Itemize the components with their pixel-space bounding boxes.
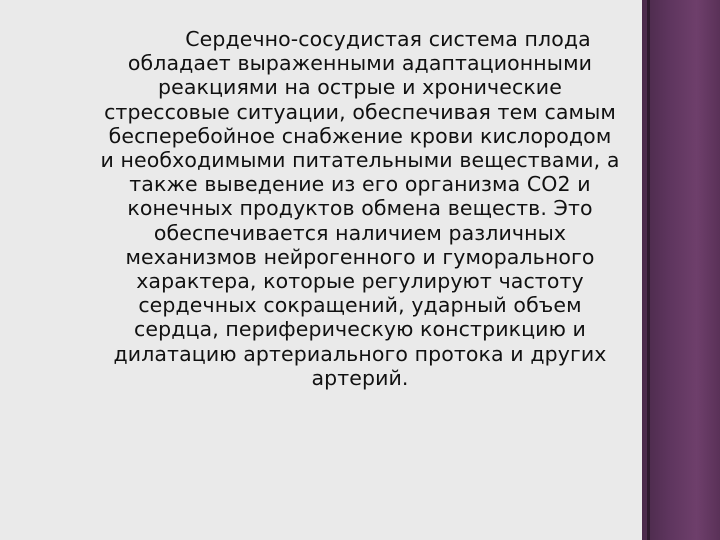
text-line: также выведение из его организма СО2 и [129, 172, 591, 197]
text-line: стрессовые ситуации, обеспечивая тем самым [104, 99, 616, 124]
text-line: артерий. [311, 365, 409, 390]
text-line: обладает выраженными адаптационными [127, 51, 593, 76]
text-line: реакциями на острые и хронические [158, 75, 562, 100]
text-line: Сердечно-сосудистая система плода [185, 27, 591, 51]
text-line: обеспечивается наличием различных [153, 220, 567, 245]
text-line: механизмов нейрогенного и гуморального [125, 244, 595, 269]
text-line: сердечных сокращений, ударный объем [138, 293, 582, 318]
text-line: конечных продуктов обмена веществ. Это [127, 196, 593, 221]
text-line: сердца, периферическую констрикцию и [134, 317, 586, 342]
slide-body-text [0, 27, 720, 390]
text-line: и необходимыми питательными веществами, а [100, 148, 620, 173]
text-line: дилатацию артериального протока и других [113, 341, 607, 366]
text-line: бесперебойное снабжение крови кислородом [108, 123, 612, 148]
text-line: характера, которые регулируют частоту [136, 269, 584, 294]
